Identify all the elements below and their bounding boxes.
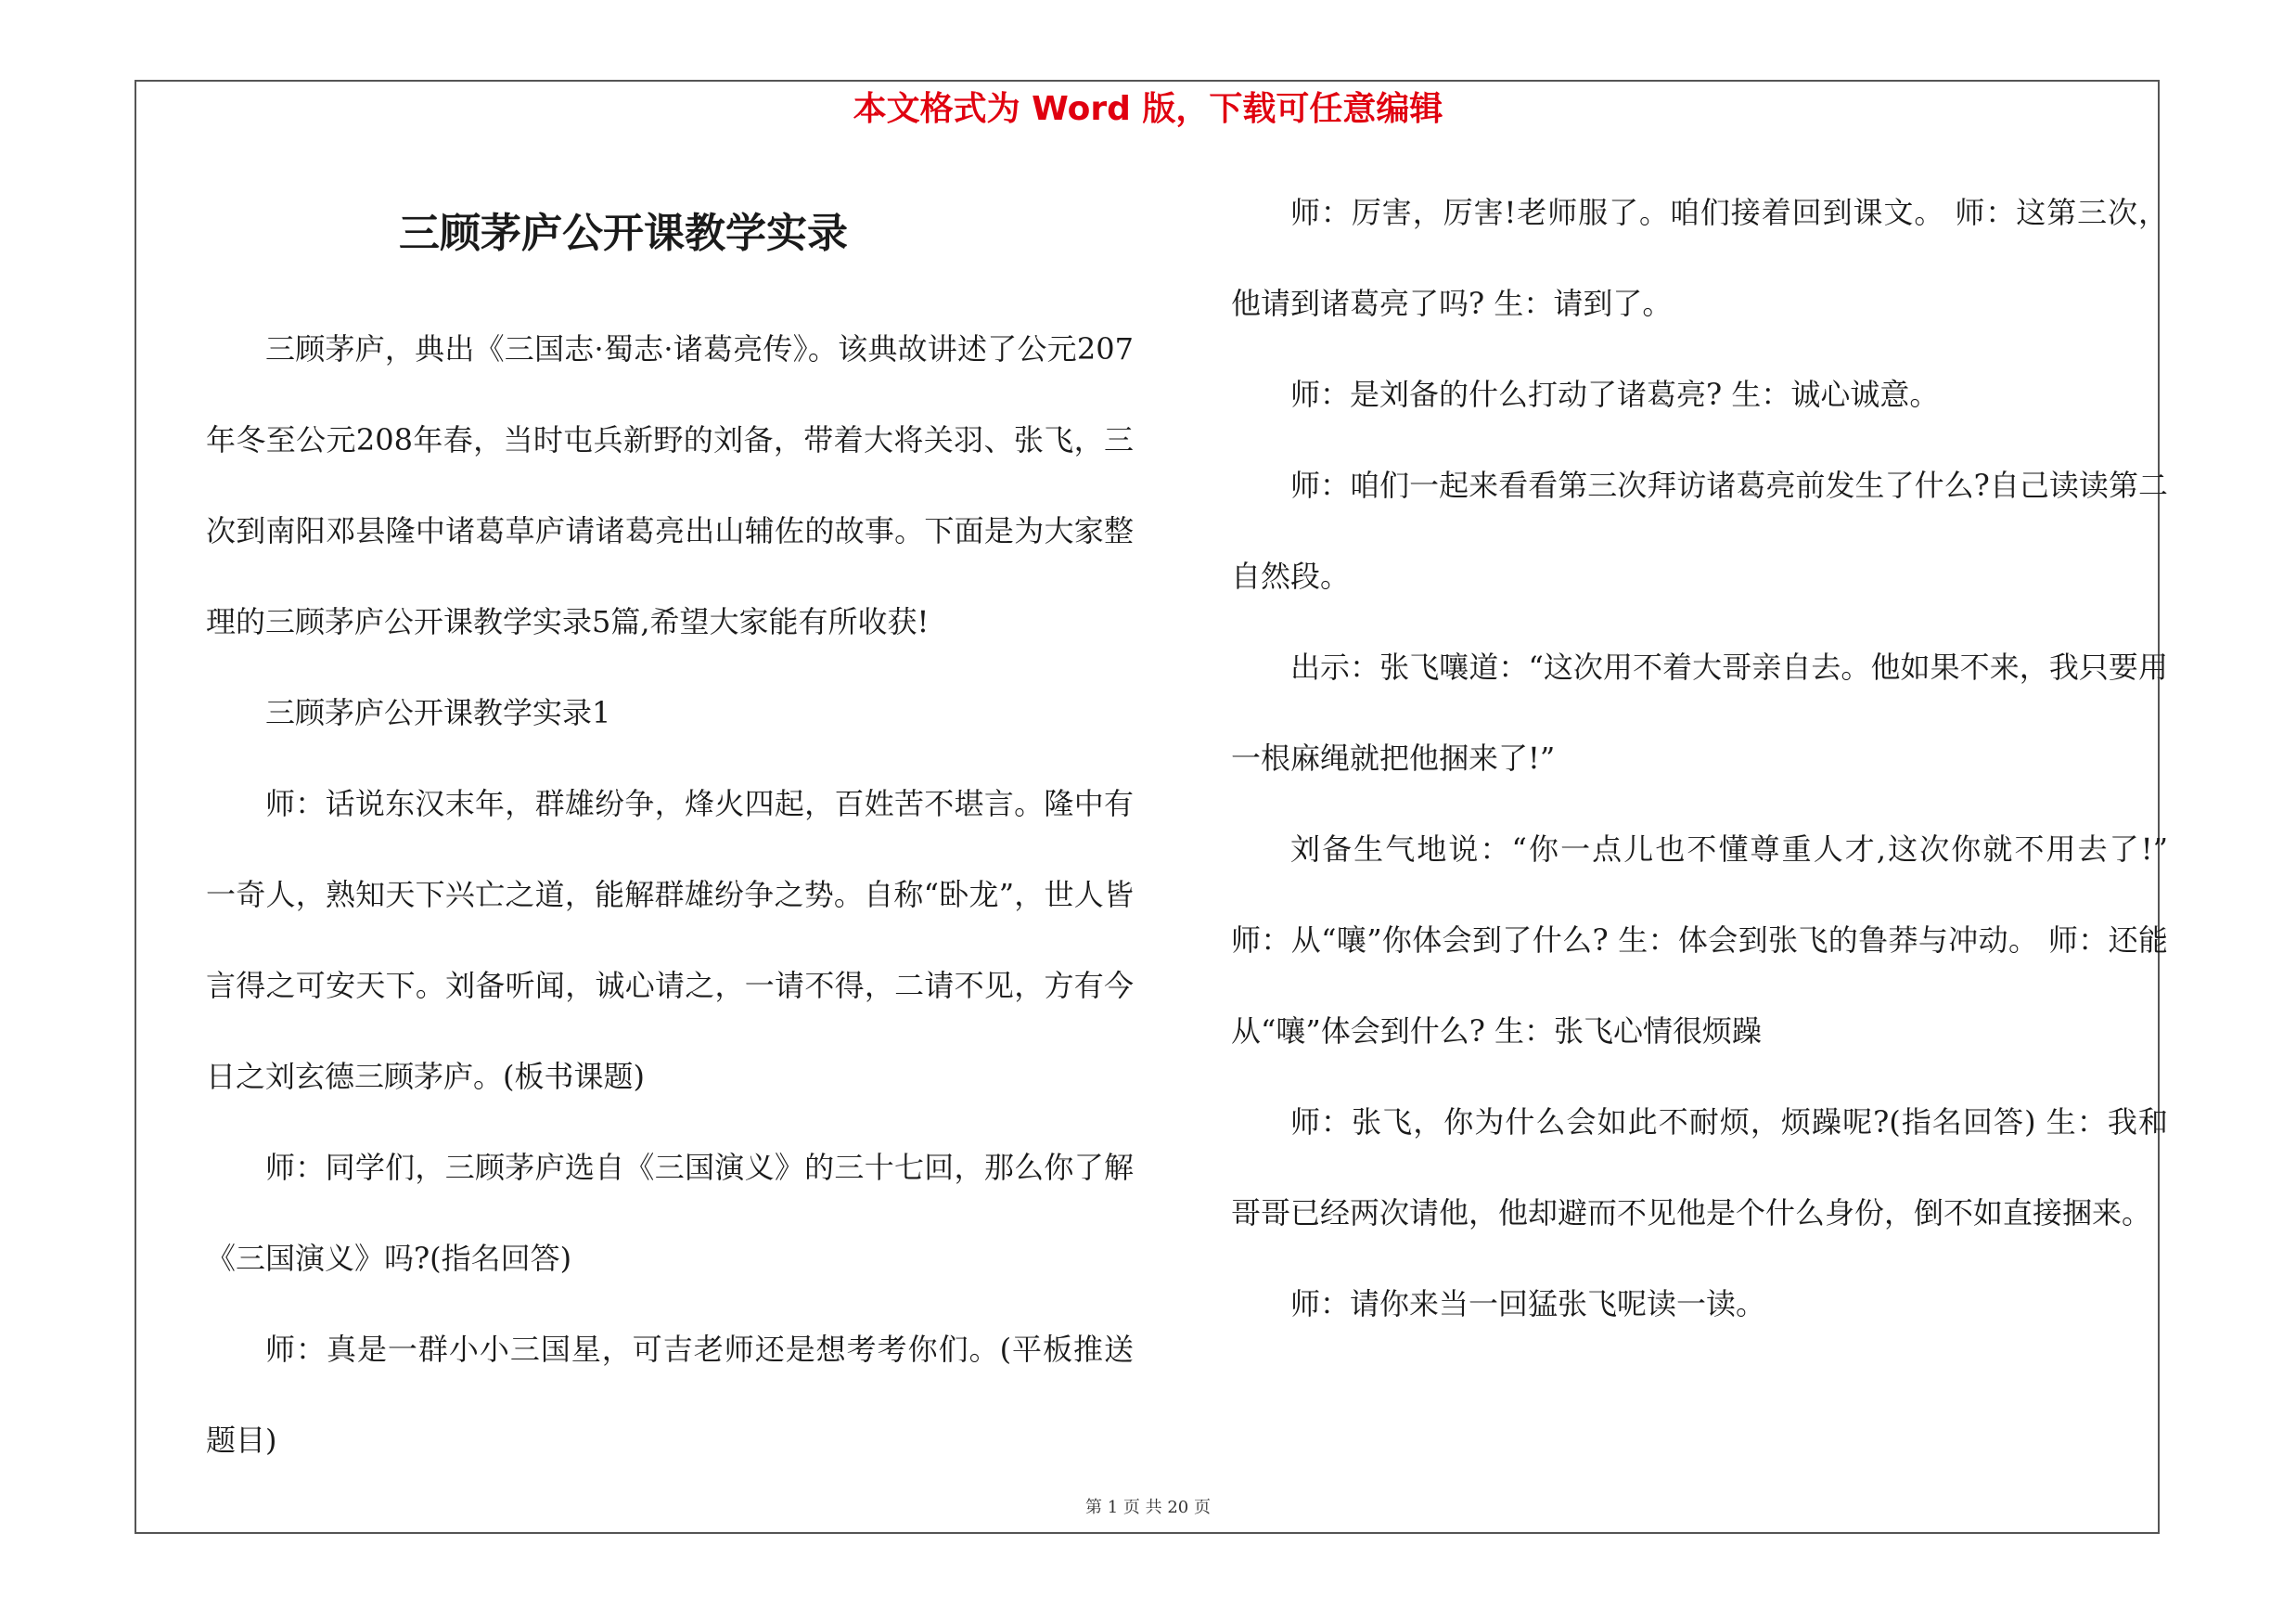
format-banner: 本文格式为 Word 版，下载可任意编辑 — [853, 90, 1443, 128]
left-column — [206, 303, 1134, 1486]
paragraph: 三顾茅庐，典出《三国志·蜀志·诸葛亮传》。该典故讲述了公元207年冬至公元208年春，当时屯兵新野的刘备，带着大将关羽、张飞，三次到南阳邓县隆中诸葛草庐请诸葛亮出山辅佐的故事。下面是为大家整理的三顾茅庐公开课教学实录5篇,希望大家能有所收获! — [206, 331, 1134, 639]
document-title: 三顾茅庐公开课教学实录 — [399, 210, 848, 257]
paragraph: 三顾茅庐公开课教学实录1 — [265, 695, 611, 730]
paragraph: 师：厉害，厉害!老师服了。咱们接着回到课文。 师：这第三次，他请到诸葛亮了吗? 生：请到了。 — [1231, 195, 2168, 321]
paragraph: 刘备生气地说：“你一点儿也不懂尊重人才,这次你就不用去了!” 师：从“嚷”你体会到了什么? 生：体会到张飞的鲁莽与冲动。 师：还能从“嚷”体会到什么? 生：张飞心情很烦躁 — [1231, 831, 2168, 1049]
right-column — [1231, 167, 2168, 1349]
paragraph: 师：咱们一起来看看第三次拜访诸葛亮前发生了什么?自己读读第二自然段。 — [1231, 468, 2168, 594]
paragraph: 师：是刘备的什么打动了诸葛亮? 生：诚心诚意。 — [1290, 377, 1940, 412]
paragraph: 师：同学们，三顾茅庐选自《三国演义》的三十七回，那么你了解《三国演义》吗?(指名回答) — [206, 1150, 1134, 1276]
paragraph: 师：张飞，你为什么会如此不耐烦，烦躁呢?(指名回答) 生：我和哥哥已经两次请他，他却避而不见他是个什么身份，倒不如直接捆来。 — [1231, 1104, 2168, 1230]
paragraph: 师：话说东汉末年，群雄纷争，烽火四起，百姓苦不堪言。隆中有一奇人，熟知天下兴亡之道，能解群雄纷争之势。自称“卧龙”，世人皆言得之可安天下。刘备听闻，诚心请之，一请不得，二请不见，方有今日之刘玄德三顾茅庐。(板书课题) — [206, 786, 1134, 1094]
page-number: 第 1 页 共 20 页 — [1085, 1498, 1211, 1517]
paragraph: 师：请你来当一回猛张飞呢读一读。 — [1290, 1286, 1766, 1321]
paragraph: 师：真是一群小小三国星，可吉老师还是想考考你们。(平板推送题目) — [206, 1332, 1134, 1458]
paragraph: 出示：张飞嚷道：“这次用不着大哥亲自去。他如果不来，我只要用一根麻绳就把他捆来了!” — [1231, 650, 2168, 776]
